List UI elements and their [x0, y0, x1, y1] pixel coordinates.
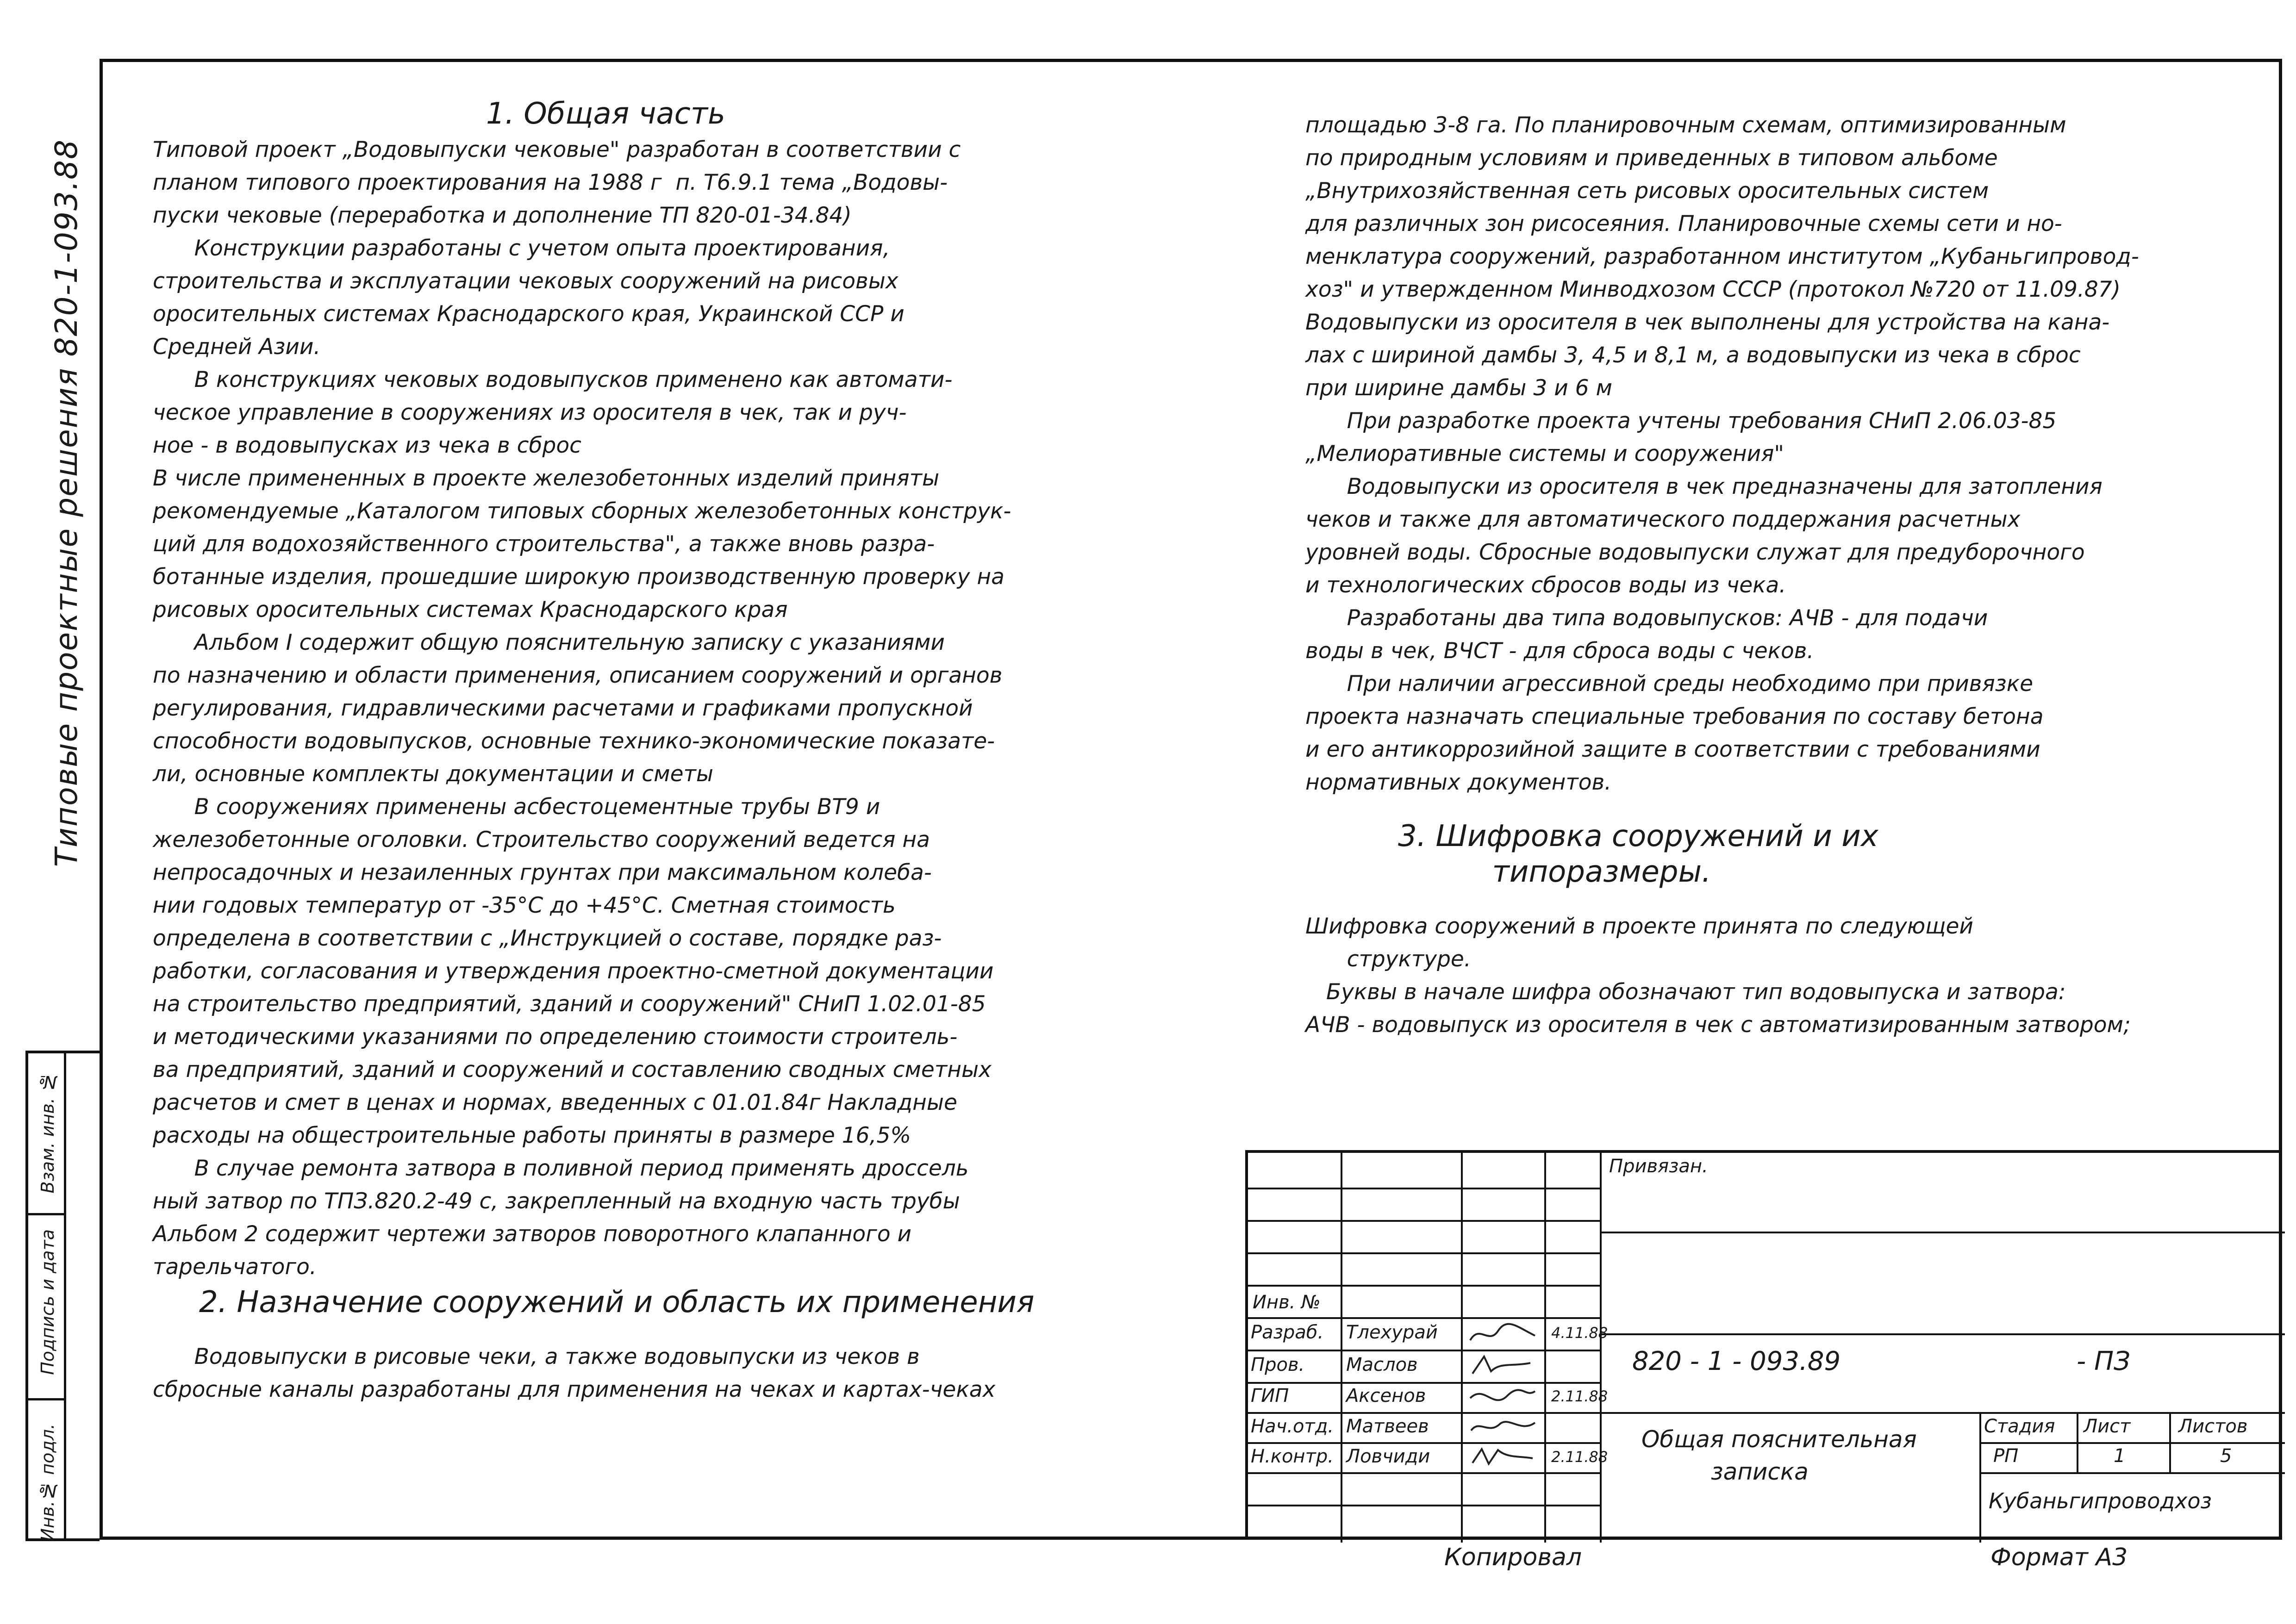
name-dept-head: Матвеев: [1346, 1416, 1429, 1437]
left-text-line: Водовыпуски в рисовые чеки, а также водовыпуски из чеков в: [153, 1344, 920, 1369]
left-text-line: планом типового проектирования на 1988 г п. Т6.9.1 тема „Водовы-: [153, 170, 948, 195]
role-checked: Пров.: [1251, 1354, 1305, 1375]
date-chief-engineer: 2.11.88: [1551, 1388, 1608, 1405]
right-text-line: и его антикоррозийной защите в соответствии с требованиями: [1305, 737, 2040, 762]
right-text-line: менклатура сооружений, разработанном институтом „Кубаньгипровод-: [1305, 244, 2139, 269]
role-chief-engineer: ГИП: [1251, 1385, 1289, 1406]
designation: 820 - 1 - 093.89: [1632, 1346, 1841, 1376]
name-norm-control: Ловчиди: [1346, 1446, 1430, 1467]
signature-chief-engineer: [1466, 1384, 1540, 1410]
left-text-line: ное - в водовыпусках из чека в сброс: [153, 433, 581, 458]
left-text-line: пуски чековые (переработка и дополнение ТП 820-01-34.84): [153, 203, 852, 228]
right-text-line: лах с шириной дамбы 3, 4,5 и 8,1 м, а водовыпуски из чека в сброс: [1305, 342, 2081, 368]
right-text-line: При наличии агрессивной среды необходимо при привязке: [1305, 671, 2034, 697]
left-text-line: В случае ремонта затвора в поливной период применять дроссель: [153, 1156, 969, 1181]
right-text-line: проекта назначать специальные требования по составу бетона: [1305, 704, 2044, 729]
left-text-line: В конструкциях чековых водовыпусков применено как автомати-: [153, 367, 953, 392]
left-text-line: железобетонные оголовки. Строительство сооружений ведется на: [153, 827, 930, 852]
left-text-line: ва предприятий, зданий и сооружений и составлению сводных сметных: [153, 1057, 992, 1083]
role-norm-control: Н.контр.: [1251, 1446, 1334, 1467]
right-text-line: чеков и также для автоматического поддержания расчетных: [1305, 507, 2021, 532]
left-text-line: тарельчатого.: [153, 1254, 317, 1280]
sheet-value: 1: [2114, 1445, 2126, 1467]
left-text-line: расчетов и смет в ценах и нормах, введенных с 01.01.84г Накладные: [153, 1090, 957, 1115]
right-text-line: Водовыпуски из оросителя в чек выполнены для устройства на кана-: [1305, 310, 2110, 335]
right-text-line: нормативных документов.: [1305, 770, 1612, 795]
doc-title-line-1: Общая пояснительная: [1641, 1426, 1917, 1453]
left-text-column: [153, 95, 1245, 1406]
right-heading: типоразмеры.: [1398, 855, 1711, 889]
left-text-line: ческое управление в сооружениях из оросителя в чек, так и руч-: [153, 400, 907, 425]
name-chief-engineer: Аксенов: [1346, 1385, 1426, 1406]
left-heading: 2. Назначение сооружений и область их применения: [199, 1285, 1035, 1319]
organization: Кубаньгипроводхоз: [1989, 1488, 2212, 1513]
left-text-line: Конструкции разработаны с учетом опыта проектирования,: [153, 236, 890, 261]
right-text-line: и технологических сбросов воды из чека.: [1305, 572, 1786, 598]
right-text-column: [1305, 109, 2277, 1041]
left-heading: 1. Общая часть: [486, 97, 725, 131]
vertical-title: Типовые проектные решения 820-1-093.88: [49, 139, 84, 867]
left-text-line: Средней Азии.: [153, 334, 321, 360]
left-text-line: ботанные изделия, прошедшие широкую производственную проверку на: [153, 564, 1004, 590]
name-developer: Тлехурай: [1346, 1322, 1438, 1343]
doc-code: - ПЗ: [2077, 1346, 2131, 1376]
left-text-line: ций для водохозяйственного строительства", а также вновь разра-: [153, 531, 935, 557]
right-text-line: „Мелиоративные системы и сооружения": [1305, 441, 1784, 467]
left-text-line: работки, согласования и утверждения проектно-сметной документации: [153, 958, 994, 984]
left-text-line: и методическими указаниями по определению стоимости строитель-: [153, 1024, 958, 1050]
right-text-line: уровней воды. Сбросные водовыпуски служат для предуборочного: [1305, 540, 2085, 565]
signature-norm-control: [1466, 1444, 1540, 1470]
right-text-line: структуре.: [1305, 946, 1471, 972]
copied-by-label: Копировал: [1444, 1543, 1582, 1571]
stage-value: РП: [1993, 1445, 2019, 1467]
role-developer: Разраб.: [1251, 1322, 1324, 1343]
left-text-line: по назначению и области применения, описанием сооружений и органов: [153, 663, 1003, 688]
title-block: [1245, 1150, 2282, 1540]
sheets-label: Листов: [2178, 1416, 2248, 1437]
date-norm-control: 2.11.88: [1551, 1448, 1608, 1466]
right-text-line: Водовыпуски из оросителя в чек предназначены для затопления: [1305, 474, 2103, 499]
left-text-line: В числе примененных в проекте железобетонных изделий приняты: [153, 466, 940, 491]
right-text-line: АЧВ - водовыпуск из оросителя в чек с автоматизированным затвором;: [1305, 1012, 2131, 1038]
left-text-line: Альбом 2 содержит чертежи затворов поворотного клапанного и: [153, 1221, 912, 1247]
right-text-line: Буквы в начале шифра обозначают тип водовыпуска и затвора:: [1305, 979, 2066, 1005]
left-text-line: ный затвор по ТПЗ.820.2-49 с, закрепленный на входную часть трубы: [153, 1188, 960, 1214]
format-label: Формат А3: [1990, 1543, 2128, 1571]
left-text-line: на строительство предприятий, зданий и сооружений" СНиП 1.02.01-85: [153, 991, 986, 1017]
right-text-line: [1305, 799, 2277, 817]
stage-label: Стадия: [1984, 1416, 2055, 1437]
left-text-line: оросительных системах Краснодарского края, Украинской ССР и: [153, 301, 905, 327]
right-text-line: „Внутрихозяйственная сеть рисовых оросительных систем: [1305, 178, 1989, 204]
left-text-line: Альбом I содержит общую пояснительную записку с указаниями: [153, 630, 945, 655]
left-text-line: непросадочных и незаиленных грунтах при максимальном колеба-: [153, 860, 932, 885]
left-text-line: [153, 1322, 1245, 1340]
signature-checked: [1466, 1353, 1540, 1378]
side-stamp-strip: [25, 1051, 100, 1541]
left-text-line: определена в соответствии с „Инструкцией о составе, порядке раз-: [153, 926, 942, 951]
side-cell-inv-podl: Инв.№ подл.: [37, 1424, 58, 1542]
left-text-line: способности водовыпусков, основные технико-экономические показате-: [153, 728, 995, 754]
doc-title-line-2: записка: [1711, 1458, 1809, 1485]
inv-number-label: Инв. №: [1253, 1292, 1321, 1313]
left-text-line: ли, основные комплекты документации и сметы: [153, 761, 713, 787]
right-text-line: При разработке проекта учтены требования СНиП 2.06.03-85: [1305, 408, 2057, 434]
side-cell-vzam-inv: Взам. инв. №: [37, 1072, 58, 1194]
name-checked: Маслов: [1346, 1354, 1418, 1375]
left-text-line: рекомендуемые „Каталогом типовых сборных железобетонных конструк-: [153, 498, 1011, 524]
date-developer: 4.11.88: [1551, 1324, 1608, 1342]
left-text-line: регулирования, гидравлическими расчетами и графиками пропускной: [153, 696, 973, 721]
right-text-line: [1305, 891, 2277, 910]
sheets-value: 5: [2220, 1445, 2232, 1467]
left-text-line: нии годовых температур от -35°С до +45°С. Сметная стоимость: [153, 893, 896, 918]
right-text-line: при ширине дамбы 3 и 6 м: [1305, 375, 1612, 401]
left-text-line: расходы на общестроительные работы приняты в размере 16,5%: [153, 1123, 911, 1148]
right-text-line: по природным условиям и приведенных в типовом альбоме: [1305, 145, 1998, 171]
right-text-line: хоз" и утвержденном Минводхозом СССР (протокол №720 от 11.09.87): [1305, 277, 2121, 302]
left-text-line: Типовой проект „Водовыпуски чековые" разработан в соответствии с: [153, 137, 961, 162]
right-text-line: площадью 3-8 га. По планировочным схемам, оптимизированным: [1305, 112, 2066, 138]
side-cell-signature-date: Подпись и дата: [37, 1229, 58, 1375]
left-text-line: рисовых оросительных системах Краснодарского края: [153, 597, 788, 622]
left-text-line: В сооружениях применены асбестоцементные трубы ВТ9 и: [153, 794, 880, 820]
sheet-label: Лист: [2084, 1416, 2131, 1437]
privyazan-label: Привязан.: [1609, 1156, 1708, 1177]
left-text-line: строительства и эксплуатации чековых сооружений на рисовых: [153, 268, 898, 294]
right-text-line: Шифровка сооружений в проекте принята по следующей: [1305, 914, 1973, 939]
right-heading: 3. Шифровка сооружений и их: [1398, 819, 1878, 853]
right-text-line: Разработаны два типа водовыпусков: АЧВ - для подачи: [1305, 605, 1988, 631]
signature-developer: [1466, 1322, 1540, 1347]
signature-dept-head: [1466, 1414, 1540, 1440]
left-text-line: сбросные каналы разработаны для применения на чеках и картах-чеках: [153, 1377, 996, 1402]
right-text-line: воды в чек, ВЧСТ - для сброса воды с чеков.: [1305, 638, 1814, 664]
right-text-line: для различных зон рисосеяния. Планировочные схемы сети и но-: [1305, 211, 2062, 236]
role-dept-head: Нач.отд.: [1251, 1416, 1334, 1437]
